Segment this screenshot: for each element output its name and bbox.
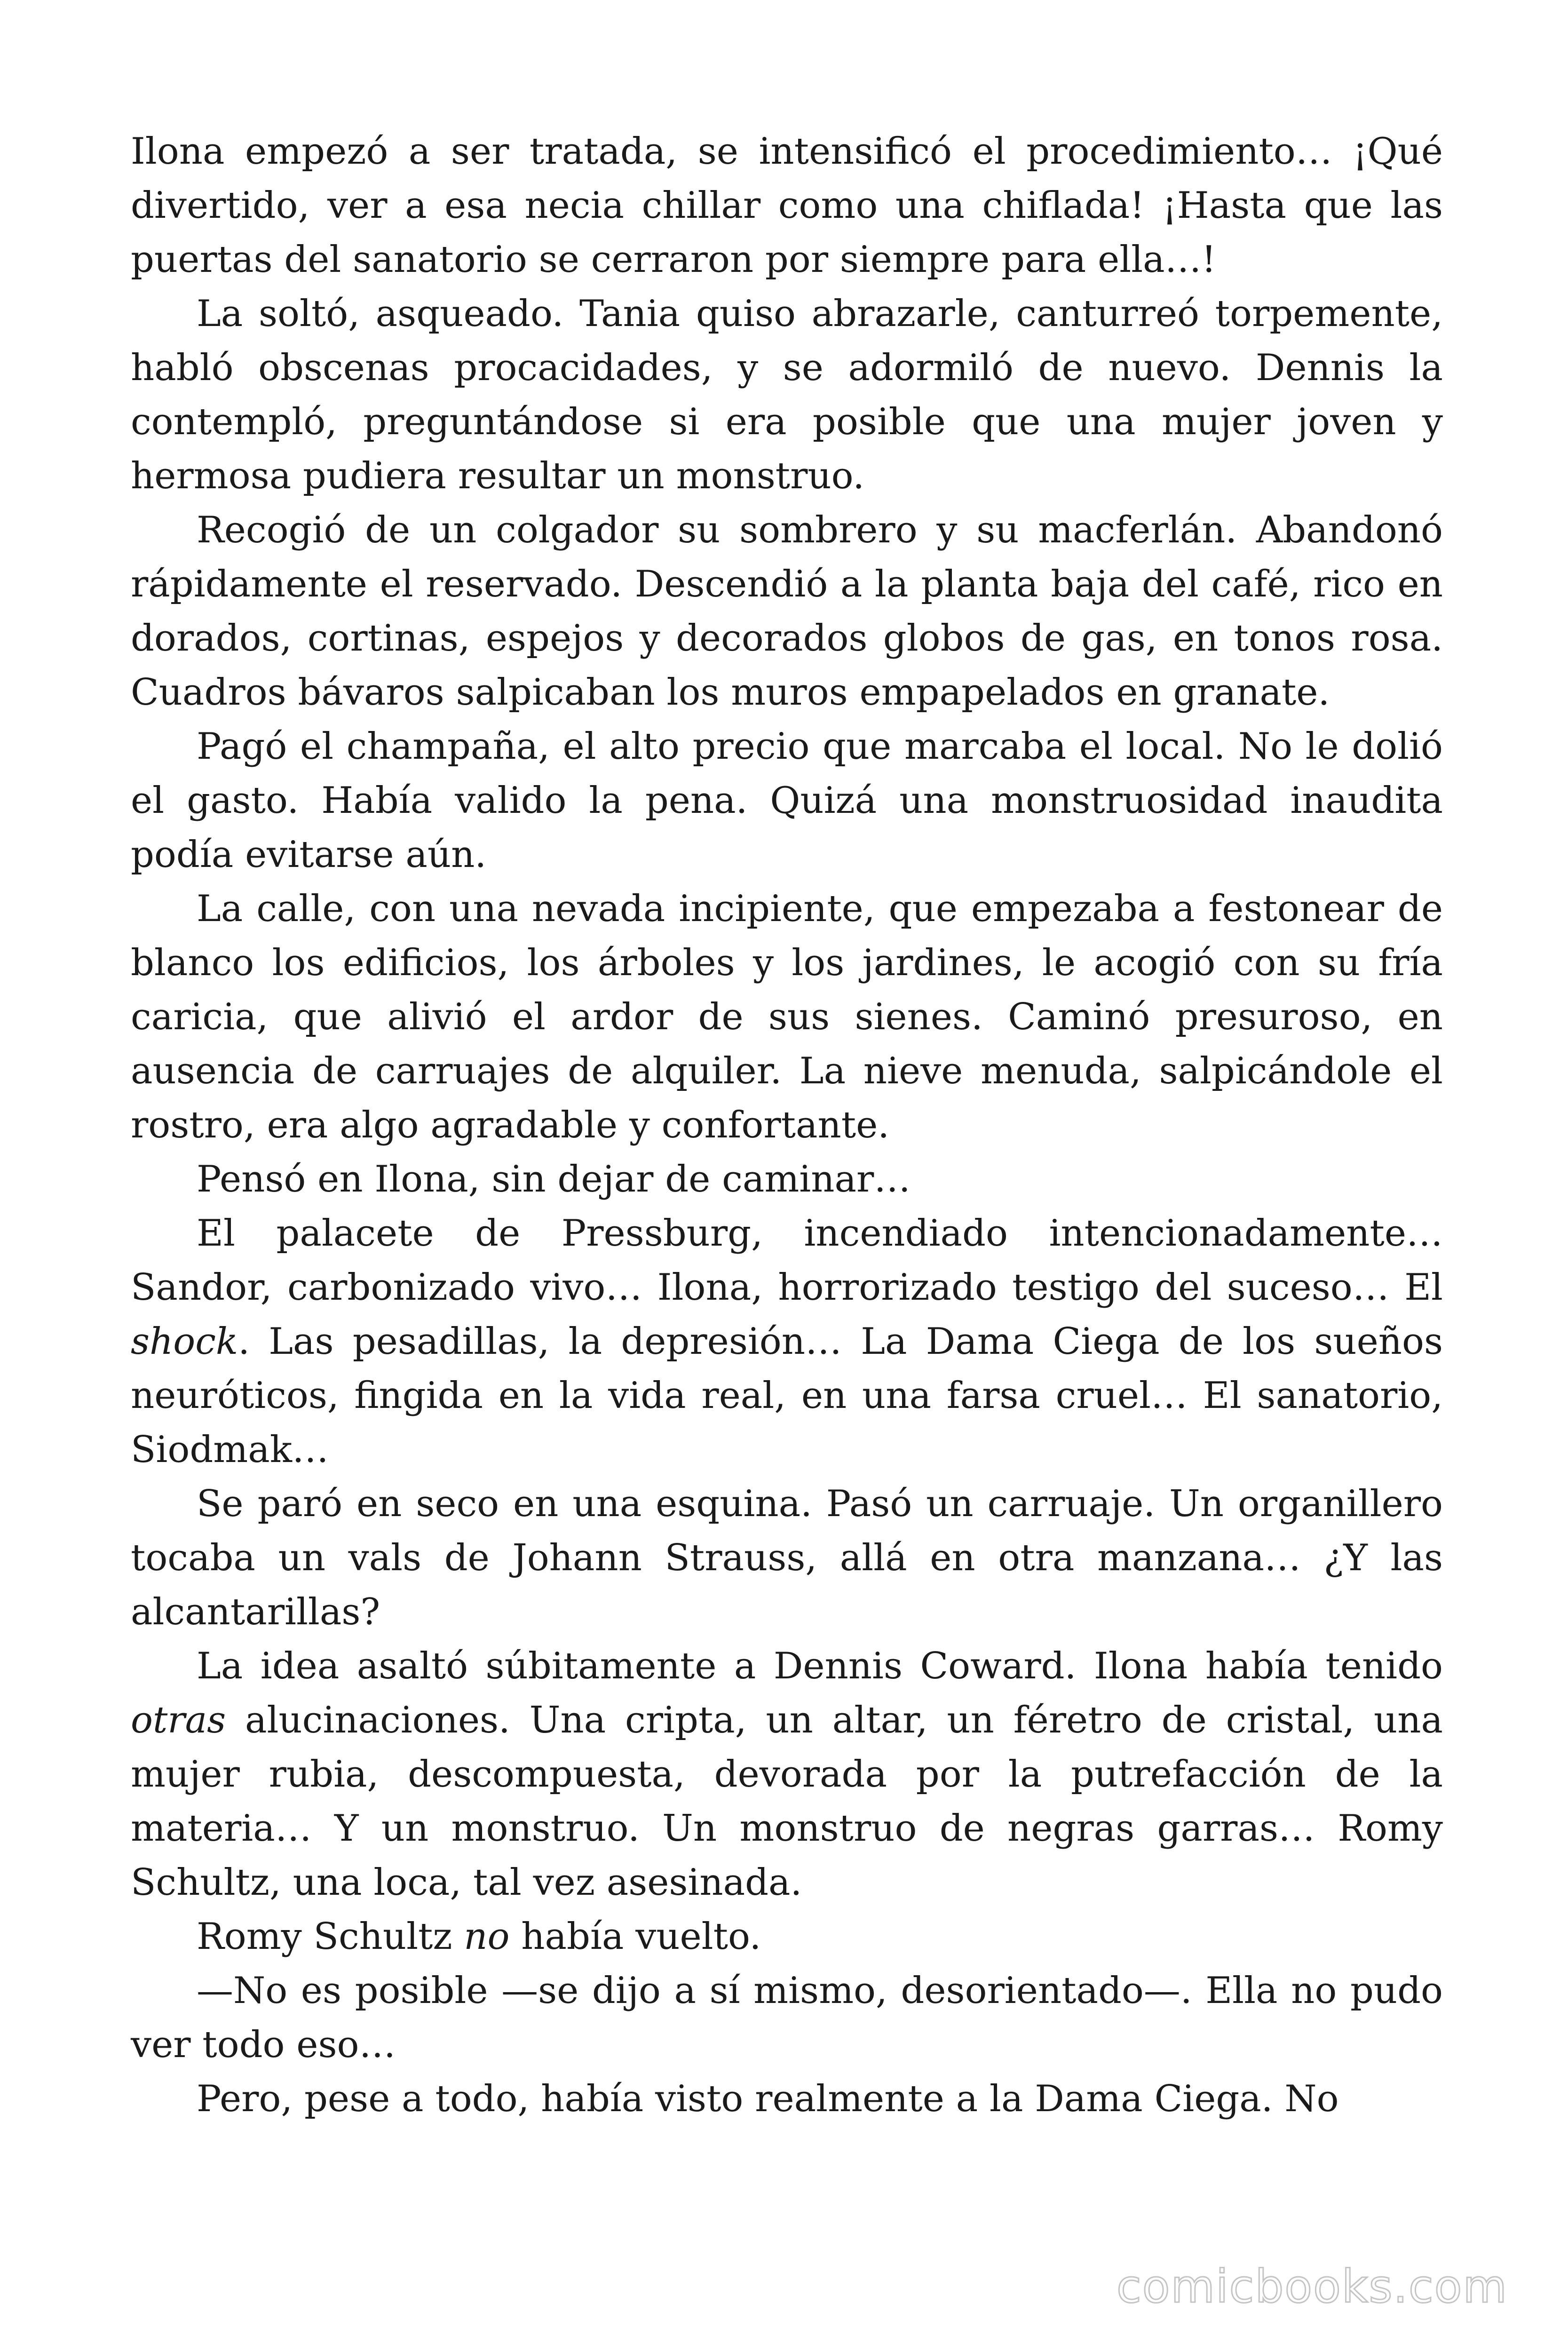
watermark-logo: comicbooks.com: [1116, 2260, 1508, 2313]
italic-text: shock: [131, 1320, 238, 1363]
paragraph: [131, 1152, 1443, 1207]
text-segment: Pensó en Ilona, sin dejar de caminar…: [197, 1158, 911, 1200]
body-text: [131, 125, 1443, 2126]
text-segment: El palacete de Pressburg, incendiado intencionadamente… Sandor, carbonizado vivo… Ilona, horrorizado testigo del suceso… El: [131, 1212, 1443, 1309]
text-segment: —No es posible —se dijo a sí mismo, desorientado—. Ella no pudo ver todo eso…: [131, 1970, 1443, 2066]
text-segment: Pero, pese a todo, había visto realmente a la Dama Ciega. No: [197, 2078, 1339, 2120]
paragraph: [131, 1207, 1443, 1477]
paragraph: [131, 1910, 1443, 1964]
text-segment: La soltó, asqueado. Tania quiso abrazarle, canturreó torpemente, habló obscenas procacidades, y se adormiló de nuevo. Dennis la contempló, preguntándose si era posible que una mujer joven y hermosa pudiera resultar un monstruo.: [131, 293, 1443, 497]
text-segment: Ilona empezó a ser tratada, se intensificó el procedimiento… ¡Qué divertido, ver a esa necia chillar como una chiflada! ¡Hasta que las puertas del sanatorio se cerraron por siempre para ella…!: [131, 130, 1443, 281]
text-segment: alucinaciones. Una cripta, un altar, un féretro de cristal, una mujer rubia, descompuesta, devorada por la putrefacción de la materia… Y un monstruo. Un monstruo de negras garras… Romy Schultz, una loca, tal vez asesinada.: [131, 1699, 1443, 1904]
text-segment: había vuelto.: [509, 1915, 761, 1958]
text-segment: . Las pesadillas, la depresión… La Dama Ciega de los sueños neuróticos, fingida en la vida real, en una farsa cruel… El sanatorio, Siodmak…: [131, 1320, 1443, 1471]
paragraph: [131, 503, 1443, 720]
text-segment: Pagó el champaña, el alto precio que marcaba el local. No le dolió el gasto. Había valido la pena. Quizá una monstruosidad inaudita podía evitarse aún.: [131, 725, 1443, 876]
paragraph: [131, 2072, 1443, 2126]
text-segment: Romy Schultz: [197, 1915, 464, 1958]
text-segment: La idea asaltó súbitamente a Dennis Coward. Ilona había tenido: [197, 1645, 1443, 1687]
text-segment: Recogió de un colgador su sombrero y su macferlán. Abandonó rápidamente el reservado. Descendió a la planta baja del café, rico en dorados, cortinas, espejos y decorados globos de gas, en tonos rosa. Cuadros bávaros salpicaban los muros empapelados en granate.: [131, 509, 1443, 714]
paragraph: [131, 882, 1443, 1152]
italic-text: no: [464, 1915, 510, 1958]
paragraph: [131, 1639, 1443, 1910]
paragraph: [131, 125, 1443, 287]
paragraph: [131, 1477, 1443, 1639]
text-segment: La calle, con una nevada incipiente, que empezaba a festonear de blanco los edificios, los árboles y los jardines, le acogió con su fría caricia, que alivió el ardor de sus sienes. Caminó presuroso, en ausencia de carruajes de alquiler. La nieve menuda, salpicándole el rostro, era algo agradable y confortante.: [131, 888, 1443, 1146]
paragraph: [131, 720, 1443, 882]
paragraph: [131, 1964, 1443, 2072]
text-segment: Se paró en seco en una esquina. Pasó un carruaje. Un organillero tocaba un vals de Johann Strauss, allá en otra manzana… ¿Y las alcantarillas?: [131, 1483, 1443, 1633]
paragraph: [131, 287, 1443, 503]
italic-text: otras: [131, 1699, 226, 1741]
